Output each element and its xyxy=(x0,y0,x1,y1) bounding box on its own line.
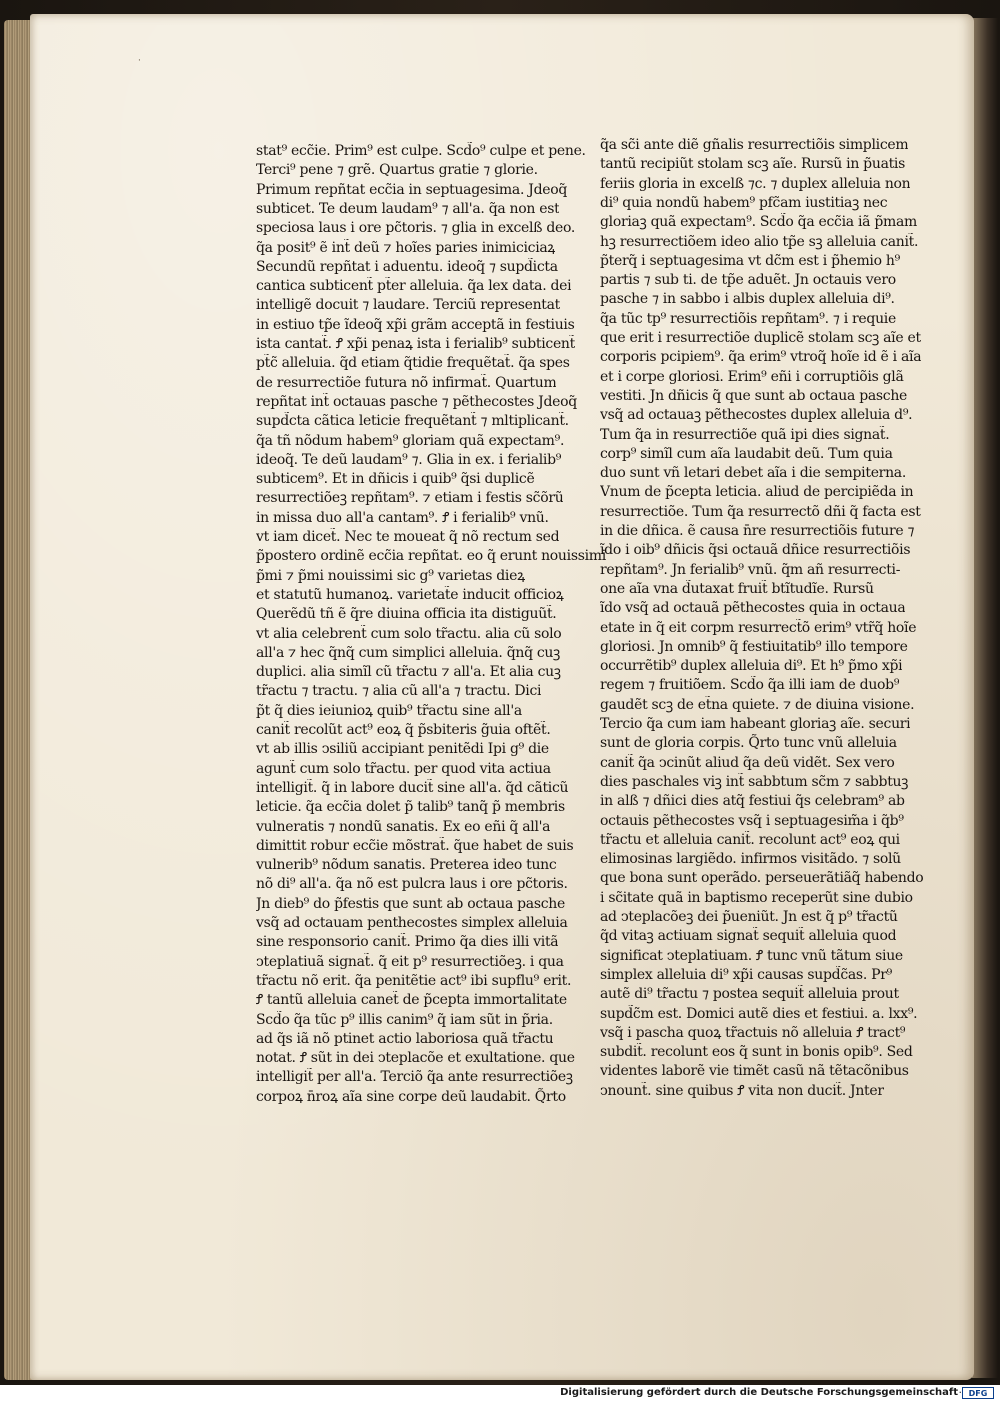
text-line: dies paschales viꝫ int̃ sabbtum sc̃m ⁊ sabbtuꝫ xyxy=(600,773,909,790)
text-line: octauis pẽthecostes vsq̃ i septuagesim̃a i q̃b⁹ xyxy=(600,812,904,829)
text-line: vt ab illis ↄsiliũ accipiant penitẽdi Ipi g⁹ die xyxy=(256,741,549,758)
text-line: p̃postero ordinẽ ecc̃ia repñtat. eo q̃ erunt nouissimi xyxy=(256,548,606,565)
text-line: sunt de gloria corpis. Q̃rto tunc vnũ alleluia xyxy=(600,735,897,752)
text-line: nõ di⁹ all'a. q̃a nõ est pulcra laus i ore pc̃toris. xyxy=(256,876,568,893)
text-line: Ꝭ tantũ alleluia canet̃ de p̃cepta immortalitate xyxy=(256,992,567,1009)
text-line: resurrectiõeꝫ repñtam⁹. ⁊ etiam i festis sc̃õrũ xyxy=(256,490,564,507)
text-line: vsq̃ i pascha quoꝝ tr̃actuis nõ alleluia Ꝭ tract⁹ xyxy=(600,1024,906,1041)
text-line: duo sunt vñ letari debet aĩa i die sempiterna. xyxy=(600,465,906,482)
text-line: notat. Ꝭ sũt in dei ↄteplacõe et exultatione. que xyxy=(256,1050,575,1067)
text-line: q̃a posit⁹ ẽ int̃ deũ ⁊ hoĩes paries inimiciciaꝝ xyxy=(256,239,556,256)
text-line: q̃a sc̃i ante diẽ gñalis resurrectiõis simplicem xyxy=(600,137,909,153)
text-line: pt̃c̃ alleluia. q̃d etiam q̃tidie frequẽtat̃. q̃a spes xyxy=(256,355,570,372)
text-line: Terci⁹ pene ⁊ grẽ. Quartus gratie ⁊ glorie. xyxy=(256,162,538,179)
text-line: in alß ⁊ dñici dies atq̃ festiui q̃s celebram⁹ ab xyxy=(600,793,905,810)
text-line: canit̃ q̃a ↄcinũt aliud q̃a deũ vidẽt. Sex vero xyxy=(600,754,895,771)
funding-credit: Digitalisierung gefördert durch die Deutsche Forschungsgemeinschaft xyxy=(560,1387,958,1398)
text-line: gaudẽt scꝫ de et̃na quiete. ⁊ de diuina visione. xyxy=(600,696,915,713)
text-line: vsq̃ ad octauaꝫ pẽthecostes duplex alleluia d⁹. xyxy=(600,407,913,424)
text-line: tr̃actu et alleluia canit̃. recolunt act⁹ eoꝝ qui xyxy=(600,831,900,848)
text-line: p̃t q̃ dies ieiunioꝝ quib⁹ tr̃actu sine all'a xyxy=(256,702,522,719)
text-line: Tum q̃a in resurrectiõe quã ipi dies signat̃. xyxy=(600,426,890,443)
text-line: in die dñica. ẽ causa n̄re resurrectiõis future ⁊ xyxy=(600,523,915,539)
footer-separator: · xyxy=(958,1386,962,1399)
text-line: Secundũ repñtat i aduentu. ideoq̃ ⁊ supd̃icta xyxy=(256,258,558,275)
text-line: pasche ⁊ in sabbo i albis duplex alleluia di⁹. xyxy=(600,291,895,308)
text-line: vestiti. Jn dñicis q̃ que sunt ab octaua pasche xyxy=(600,387,908,404)
text-line: etate in q̃ eit corpm resurrect̃õ erim⁹ vtr̃q̃ hoĩe xyxy=(600,619,917,636)
text-line: supd̃cta cãtica leticie frequẽtant̃ ⁊ mltiplicant̃. xyxy=(256,413,569,430)
text-line: in missa duo all'a cantam⁹. Ꝭ i ferialib⁹ vnũ. xyxy=(256,509,549,526)
text-line: duplici. alia simĩl cũ tr̃actu ⁊ all'a. Et alia cuꝫ xyxy=(256,664,561,681)
text-line: de resurrectiõe futura nõ infirmat̃. Quartum xyxy=(256,374,557,391)
text-line: significat ↄteplatiuam. Ꝭ tunc vnũ tãtum siue xyxy=(600,947,903,964)
text-line: partis ⁊ sub ti. de tp̃e aduẽt. Jn octauis vero xyxy=(600,272,896,289)
text-line: resurrectiõe. Tum q̃a resurrectõ dñi q̃ facta est xyxy=(600,503,921,520)
text-line: Tercio q̃a cum iam habeant gloriaꝫ aĩe. securi xyxy=(600,716,911,732)
text-line: subticet. Te deum laudam⁹ ⁊ all'a. q̃a non est xyxy=(256,200,560,217)
text-line: et i corpe gloriosi. Erim⁹ eñi i corruptiõis glã xyxy=(600,368,904,385)
text-line: agunt̃ cum solo tr̃actu. per quod vita actiua xyxy=(256,760,551,777)
text-line: dimittit robur ecc̃ie mõstrat̃. q̃ue habet de suis xyxy=(256,837,574,854)
text-line: feriis gloria in excelß ⁊c. ⁊ duplex alleluia non xyxy=(600,175,911,192)
text-line: subdit̃. recolunt eos q̃ sunt in bonis opib⁹. Sed xyxy=(600,1044,913,1061)
text-line: vsq̃ ad octauam penthecostes simplex alleluia xyxy=(256,915,568,931)
text-line: que erit i resurrectiõe duplicẽ stolam scꝫ aĩe et xyxy=(600,330,921,346)
text-line: vt iam dicet̃. Nec te moueat q̃ nõ rectum sed xyxy=(256,529,560,545)
text-line: ĩdo i oib⁹ dñicis q̃si octauã dñice resurrectiõis xyxy=(600,542,911,559)
text-line: vt alia celebrent̃ cum solo tr̃actu. alia cũ solo xyxy=(256,625,562,642)
text-line: repñtat int̃ octauas pasche ⁊ pẽthecostes Jdeoq̃ xyxy=(256,393,577,410)
text-line: repñtam⁹. Jn ferialib⁹ vnũ. q̃m añ resurrecti- xyxy=(600,561,901,578)
text-line: leticie. q̃a ecc̃ia dolet p̃ talib⁹ tanq̃ p̃ membris xyxy=(256,799,565,816)
text-line: corporis pcipiem⁹. q̃a erim⁹ vtroq̃ hoĩe id ẽ i aĩa xyxy=(600,349,922,366)
text-line: videntes laborẽ vie timẽt casũ nã tẽtacõnibus xyxy=(600,1063,909,1080)
text-line: Scd̃o q̃a tũc p⁹ illis canim⁹ q̃ iam sũt in p̃ria. xyxy=(256,1011,553,1028)
text-line: ista cantat̃. Ꝭ xp̃i penaꝝ ista i ferialib⁹ subticent̃ xyxy=(256,336,575,352)
text-line: gloriosi. Jn omnib⁹ q̃ festiuitatib⁹ illo tempore xyxy=(600,638,908,655)
page-corner-mark: · xyxy=(138,56,141,66)
text-line: vulnerib⁹ nõdum sanatis. Preterea ideo tunc xyxy=(256,857,557,874)
digitization-footer xyxy=(0,1385,1000,1402)
text-line: i sc̃itate quã in baptismo receperũt sine dubio xyxy=(600,889,913,906)
text-line: speciosa laus i ore pc̃toris. ⁊ glia in excelß deo. xyxy=(256,220,576,237)
text-line: regem ⁊ fruitiõem. Scd̃o q̃a illi iam de duob⁹ xyxy=(600,677,900,694)
text-line: q̃d vitaꝫ actiuam signat̃ sequit̃ alleluia quod xyxy=(600,928,897,945)
text-line: p̃terq̃ i septuagesima vt dc̃m est i p̃hemio h⁹ xyxy=(600,252,900,269)
dfg-logo-icon: DFG xyxy=(962,1387,994,1399)
text-line: di⁹ quia nondũ habem⁹ pfc̃am iustitiaꝫ nec xyxy=(600,194,888,211)
text-line: vulneratis ⁊ nondũ sanatis. Ex eo eñi q̃ all'a xyxy=(256,818,551,835)
text-line: occurrẽtib⁹ duplex alleluia di⁹. Et h⁹ p̃mo xp̃i xyxy=(600,658,903,675)
text-line: et statutũ humanoꝝ. varietat̃e inducit officioꝝ xyxy=(256,586,564,603)
text-line: hꝫ resurrectiõem ideo alio tp̃e sꝫ alleluia canit̃. xyxy=(600,233,919,250)
text-line: cantica subticent̃ pt̃er alleluia. q̃a lex data. dei xyxy=(256,278,572,295)
text-line: subticem⁹. Et in dñicis i quib⁹ q̃si duplicẽ xyxy=(256,471,535,488)
text-line: tr̃actu ⁊ tractu. ⁊ alia cũ all'a ⁊ tractu. Dici xyxy=(256,683,542,700)
text-line: stat⁹ ecc̃ie. Prim⁹ est culpe. Scd̃o⁹ culpe et pene. xyxy=(256,143,586,159)
text-line: intelligit̃. q̃ in labore ducit̃ sine all'a. q̃d cãticũ xyxy=(256,779,569,796)
text-line: ↄteplatiuã signat̃. q̃ eit p⁹ resurrectiõeꝫ. i qua xyxy=(256,953,564,970)
text-line: autẽ di⁹ tr̃actu ⁊ postea sequit̃ alleluia prout xyxy=(600,986,899,1003)
text-line: Querẽdũ tñ ẽ q̃re diuina officia ita distiguũt̃. xyxy=(256,606,557,623)
text-line: ideoq̃. Te deũ laudam⁹ ⁊. Glia in ex. i ferialib⁹ xyxy=(256,451,562,468)
text-line: corpoꝝ n̄roꝝ aĩa sine corpe deũ laudabit. Q̃rto xyxy=(256,1088,566,1105)
text-line: Jn dieb⁹ do p̃festis que sunt ab octaua pasche xyxy=(256,895,565,912)
text-line: all'a ⁊ hec q̃nq̃ cum simplici alleluia. q̃nq̃ cuꝫ xyxy=(256,644,561,661)
text-line: one aĩa vna d̃utaxat fruit̃ btĩtudĩe. Rursũ xyxy=(600,580,874,597)
text-line: intelligit̃ per all'a. Terciõ q̃a ante resurrectiõeꝫ xyxy=(256,1069,573,1086)
text-line: in estiuo tp̃e ĩdeoq̃ xp̃i grãm acceptã in festiuis xyxy=(256,316,575,333)
text-line: elimosinas largiẽdo. infirmos visitãdo. ⁊ solũ xyxy=(600,851,901,868)
text-line: ĩdo vsq̃ ad octauã pẽthecostes quia in octaua xyxy=(600,600,906,617)
text-line: simplex alleluia di⁹ xp̃i causas supd̃c̃as. Pr⁹ xyxy=(600,966,892,983)
text-line: q̃a tñ nõdum habem⁹ gloriam quã expectam⁹. xyxy=(256,432,565,449)
text-line: q̃a tũc tp⁹ resurrectiõis repñtam⁹. ⁊ i requie xyxy=(600,310,896,327)
text-line: ad q̃s iã nõ ptinet actio laboriosa quã tr̃actu xyxy=(256,1030,554,1047)
text-line: tr̃actu nõ erit. q̃a penitẽtie act⁹ ibi supflu⁹ erit. xyxy=(256,972,572,989)
text-line: que bona sunt operãdo. perseuerãtiãq̃ habendo xyxy=(600,870,924,887)
text-line: canit̃ recolũt act⁹ eoꝝ q̃ p̃sbiteris g̃uia oftẽt̃. xyxy=(256,722,551,738)
text-line: corp⁹ simĩl cum aĩa laudabit deũ. Tum quia xyxy=(600,445,893,462)
text-line: tantũ recipiũt stolam scꝫ aĩe. Rursũ in p̃uatis xyxy=(600,156,905,173)
text-line: sine responsorio canit̃. Primo q̃a dies illi vitã xyxy=(256,934,559,951)
text-line: supd̃c̃m est. Domici autẽ dies et festiui. a. lxx⁹. xyxy=(600,1005,918,1022)
text-line: Primum repñtat ecc̃ia in septuagesima. Jdeoq̃ xyxy=(256,181,568,198)
text-line: gloriaꝫ quã expectam⁹. Scd̃o q̃a ecc̃ia iã p̃mam xyxy=(600,214,918,231)
book-gutter-edge xyxy=(972,18,998,1378)
text-line: Vnum de p̃cepta leticia. aliud de percipiẽda in xyxy=(600,484,914,501)
text-line: ad ↄteplacõeꝫ dei p̃ueniũt. Jn est q̃ p⁹ tr̃actũ xyxy=(600,909,898,925)
text-line: p̃mi ⁊ p̃mi nouissimi sic g⁹ varietas dieꝝ xyxy=(256,567,525,584)
text-line: ↄnount̃. sine quibus Ꝭ vita non ducit̃. Jnter xyxy=(600,1082,884,1099)
text-line: intelligẽ docuit ⁊ laudare. Terciũ representat xyxy=(256,297,560,314)
